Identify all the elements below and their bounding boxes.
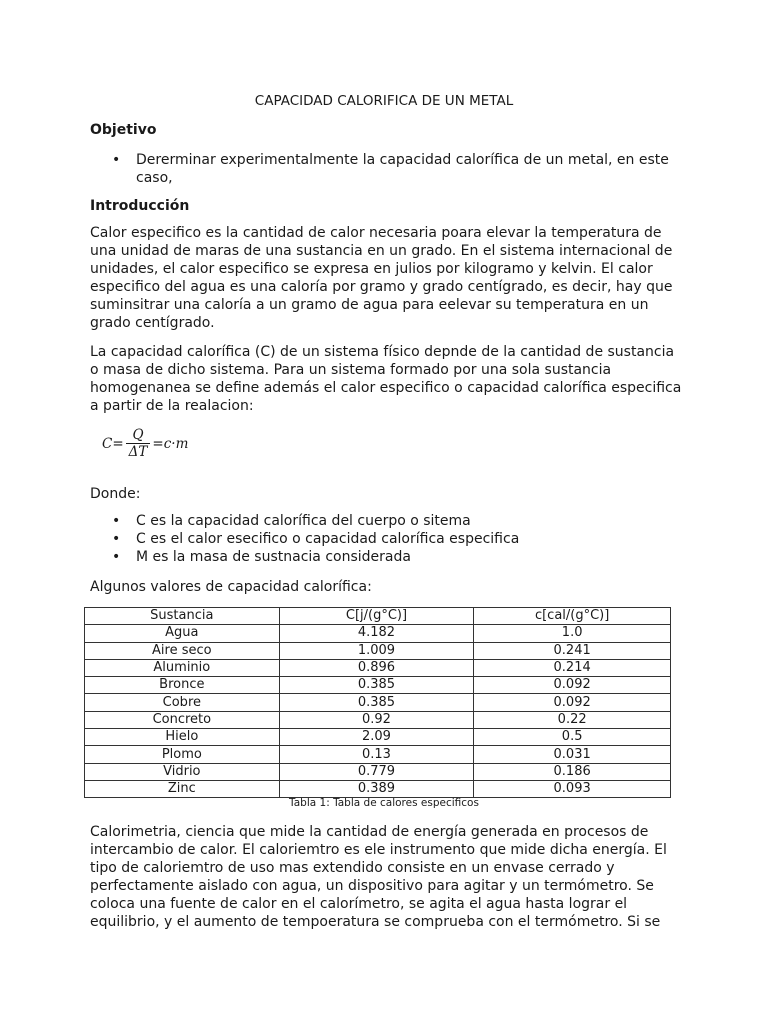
- cell-sustancia: Vidrio: [85, 763, 280, 780]
- cell-c-calories: 0.186: [474, 763, 671, 780]
- heading-objetivo: Objetivo: [90, 122, 157, 138]
- heading-introduccion: Introducción: [90, 198, 190, 214]
- cell-sustancia: Plomo: [85, 746, 280, 763]
- cell-c-joules: 0.389: [279, 780, 474, 797]
- cell-c-joules: 0.779: [279, 763, 474, 780]
- table-row: [85, 711, 671, 728]
- calorimetria-paragraph: Calorimetria, ciencia que mide la cantidad de energía generada en procesos de intercambio de calor. El caloriemtro es ele instrumento que mide dicha energía. El tipo de caloriemtro de uso mas extendido consiste en un envase cerrado y perfectamente aislado con agua, un dispositivo para agitar y un termómetro. Se coloca una fuente de calor en el calorímetro, se agita el agua hasta lograr el equilibrio, y el aumento de tempoeratura se comprueba con el termómetro. Si se: [90, 824, 667, 930]
- intro-paragraph-1: Calor especifico es la cantidad de calor necesaria poara elevar la temperatura de una unidad de maras de una sustancia en un grado. En el sistema internacional de unidades, el calor especifico se expresa en julios por kilogramo y kelvin. El calor especifico del agua es una caloría por gramo y grado centígrado, es decir, hay que suminsitrar una caloría a un gramo de agua para eelevar su temperatura en un grado centígrado.: [90, 225, 673, 331]
- cell-c-calories: 0.22: [474, 711, 671, 728]
- table-row: [85, 729, 671, 746]
- document-title: CAPACIDAD CALORIFICA DE UN METAL: [254, 93, 514, 109]
- cell-sustancia: Concreto: [85, 711, 280, 728]
- formula-rhs: =c·m: [152, 436, 189, 452]
- formula-numerator: Q: [132, 427, 144, 443]
- table-row: [85, 625, 671, 642]
- algunos-valores-text: Algunos valores de capacidad calorífica:: [90, 579, 372, 595]
- objetivo-list: [90, 151, 680, 187]
- list-item: • C es el calor esecifico o capacidad calorífica especifica: [90, 530, 690, 548]
- cell-c-calories: 0.214: [474, 659, 671, 676]
- table-row: [85, 694, 671, 711]
- cell-sustancia: Aire seco: [85, 642, 280, 659]
- specific-heat-table: [84, 607, 671, 798]
- cell-sustancia: Zinc: [85, 780, 280, 797]
- cell-c-joules: 0.385: [279, 694, 474, 711]
- header-c-calories: c[cal/(g°C)]: [474, 608, 671, 625]
- cell-sustancia: Aluminio: [85, 659, 280, 676]
- cell-c-calories: 0.241: [474, 642, 671, 659]
- header-sustancia: Sustancia: [85, 608, 280, 625]
- table-row: [85, 659, 671, 676]
- table-row: [85, 677, 671, 694]
- formula-fraction: [126, 427, 151, 461]
- table-row: [85, 763, 671, 780]
- cell-c-calories: 0.093: [474, 780, 671, 797]
- formula-denominator: ΔT: [126, 443, 151, 461]
- cell-c-calories: 0.5: [474, 729, 671, 746]
- cell-c-joules: 0.13: [279, 746, 474, 763]
- intro-paragraph-2: La capacidad calorífica (C) de un sistema físico depnde de la cantidad de sustancia o masa de dicho sistema. Para un sistema formado por una sola sustancia homogenanea se define además el calor especifico o capacidad calorífica especifica a partir de la realacion:: [90, 344, 682, 414]
- cell-c-calories: 1.0: [474, 625, 671, 642]
- table-row: [85, 642, 671, 659]
- formula-lhs: C=: [102, 436, 124, 452]
- cell-sustancia: Agua: [85, 625, 280, 642]
- table-row: [85, 746, 671, 763]
- cell-c-joules: 4.182: [279, 625, 474, 642]
- cell-sustancia: Hielo: [85, 729, 280, 746]
- table-row: [85, 780, 671, 797]
- cell-c-joules: 0.385: [279, 677, 474, 694]
- cell-c-joules: 1.009: [279, 642, 474, 659]
- cell-c-calories: 0.092: [474, 694, 671, 711]
- list-item: • M es la masa de sustnacia considerada: [90, 548, 690, 566]
- table-header-row: [85, 608, 671, 625]
- list-item: • C es la capacidad calorífica del cuerpo o sitema: [90, 512, 690, 530]
- cell-c-joules: 0.896: [279, 659, 474, 676]
- table-caption: Tabla 1: Tabla de calores especificos: [289, 797, 479, 809]
- heat-capacity-formula: [102, 424, 188, 464]
- list-item: • Dererminar experimentalmente la capacidad calorífica de un metal, en este caso,: [90, 151, 680, 187]
- donde-list: [90, 512, 690, 566]
- cell-c-joules: 2.09: [279, 729, 474, 746]
- header-c-joules: C[j/(g°C)]: [279, 608, 474, 625]
- cell-c-calories: 0.092: [474, 677, 671, 694]
- cell-c-calories: 0.031: [474, 746, 671, 763]
- cell-c-joules: 0.92: [279, 711, 474, 728]
- cell-sustancia: Bronce: [85, 677, 280, 694]
- cell-sustancia: Cobre: [85, 694, 280, 711]
- donde-label: Donde:: [90, 486, 141, 502]
